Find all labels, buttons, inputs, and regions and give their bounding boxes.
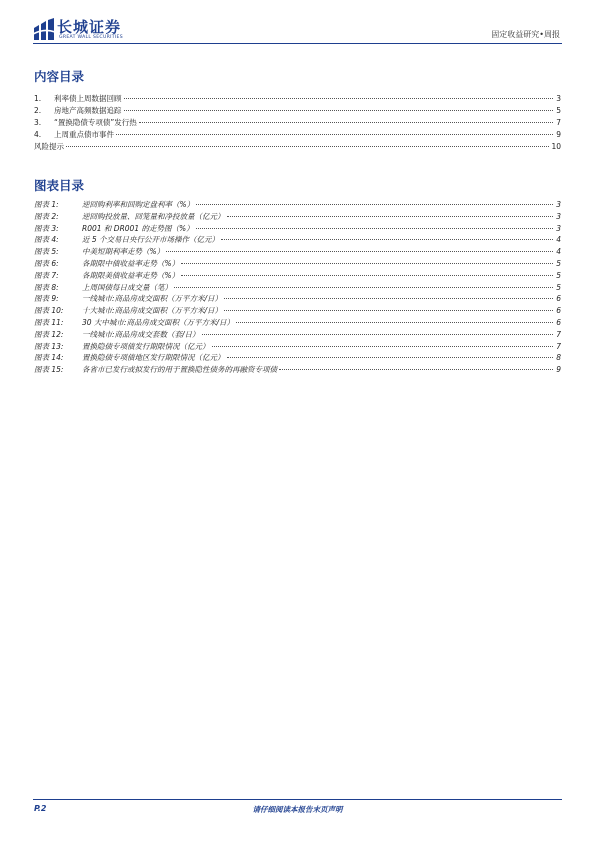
- toc-label: 利率债上周数据回顾: [54, 94, 122, 103]
- page-ref: 4: [556, 235, 561, 245]
- dot-leader: [202, 334, 553, 335]
- figure-label: 各期限中债收益率走势（%）: [82, 258, 180, 268]
- page-ref: 10: [551, 141, 561, 151]
- contents-list: [34, 93, 561, 152]
- toc-number: 4.: [34, 129, 42, 139]
- dot-leader: [124, 98, 554, 99]
- dot-leader: [227, 216, 554, 217]
- page-ref: 4: [556, 247, 561, 257]
- dot-leader: [227, 357, 554, 358]
- disclaimer-note: 请仔细阅读本报告末页声明: [252, 805, 343, 814]
- page-ref: 3: [556, 200, 561, 209]
- page-ref: 7: [556, 117, 561, 127]
- dot-leader: [212, 346, 554, 347]
- figure-entry[interactable]: [34, 305, 561, 317]
- page-ref: 6: [556, 294, 561, 304]
- dot-leader: [181, 263, 553, 264]
- figure-entry[interactable]: [34, 364, 561, 376]
- page-header: [0, 0, 595, 48]
- toc-label: 上周重点债市事件: [54, 129, 114, 139]
- contents-title: 内容目录: [34, 69, 85, 84]
- figure-label: 逆回购投放量、回笼量和净投放量（亿元）: [82, 211, 225, 221]
- figure-entry[interactable]: [34, 258, 561, 270]
- page-ref: 3: [556, 211, 561, 221]
- dot-leader: [174, 287, 553, 288]
- figure-label: 置换隐债专项债地区发行期限情况（亿元）: [82, 353, 225, 363]
- dot-leader: [181, 275, 553, 276]
- header-divider: [33, 43, 562, 44]
- figure-label: 逆回购利率和回购定盘利率（%）: [82, 200, 195, 209]
- figure-label: 各期限美债收益率走势（%）: [82, 270, 180, 280]
- dot-leader: [116, 134, 553, 135]
- figure-number: 图表 1:: [34, 200, 59, 209]
- figure-number: 图表 10:: [34, 306, 64, 316]
- figure-label: 一线城市:商品房成交套数（套/日）: [82, 329, 200, 339]
- page-ref: 3: [556, 223, 561, 233]
- figure-label: 近 5 个交易日央行公开市场操作（亿元）: [82, 235, 220, 245]
- dot-leader: [224, 298, 553, 299]
- page-ref: 9: [556, 129, 561, 139]
- figure-entry[interactable]: [34, 329, 561, 341]
- figure-label: R001 和 DR001 的走势图（%）: [82, 223, 194, 233]
- figure-label: 各省市已发行或拟发行的用于置换隐性债务的再融资专项债: [82, 365, 277, 375]
- logo-text-en: GREAT WALL SECURITIES: [59, 35, 123, 40]
- figures-title: 图表目录: [34, 178, 85, 193]
- toc-number: 2.: [34, 105, 42, 115]
- figure-entry[interactable]: [34, 282, 561, 294]
- page-ref: 8: [556, 353, 561, 363]
- dot-leader: [124, 110, 554, 111]
- page-ref: 5: [556, 258, 561, 268]
- toc-entry[interactable]: [34, 141, 561, 153]
- dot-leader: [139, 122, 553, 123]
- toc-label: 房地产高频数据追踪: [54, 105, 122, 115]
- figure-entry[interactable]: [34, 341, 561, 353]
- dot-leader: [221, 239, 553, 240]
- toc-entry[interactable]: [34, 93, 561, 105]
- figure-number: 图表 9:: [34, 294, 59, 304]
- logo-text-cn: 长城证券: [57, 18, 122, 36]
- dot-leader: [196, 228, 553, 229]
- figure-entry[interactable]: [34, 199, 561, 211]
- toc-number: 3.: [34, 117, 42, 127]
- page-ref: 5: [556, 270, 561, 280]
- toc-entry[interactable]: [34, 129, 561, 141]
- dot-leader: [166, 251, 553, 252]
- figure-number: 图表 15:: [34, 365, 64, 375]
- figure-number: 图表 4:: [34, 235, 59, 245]
- report-type: 固定收益研究•周报: [491, 30, 560, 39]
- page-ref: 3: [556, 94, 561, 103]
- footer-divider: [33, 799, 562, 800]
- figure-label: 上周国债每日成交量（笔）: [82, 282, 172, 292]
- great-wall-logo-icon: [33, 18, 55, 42]
- page-ref: 7: [556, 341, 561, 351]
- dot-leader: [66, 146, 549, 147]
- figure-entry[interactable]: [34, 223, 561, 235]
- figure-label: 十大城市:商品房成交面积（万平方米/日）: [82, 306, 223, 316]
- figure-entry[interactable]: [34, 246, 561, 258]
- page-number: P.2: [34, 804, 47, 813]
- figure-label: 置换隐债专项债发行期限情况（亿元）: [82, 341, 210, 351]
- toc-label: 风险提示: [34, 141, 64, 151]
- toc-label: “置换隐债专项债”发行热: [54, 117, 137, 127]
- page-ref: 5: [556, 105, 561, 115]
- figure-number: 图表 7:: [34, 270, 59, 280]
- figure-label: 一线城市:商品房成交面积（万平方米/日）: [82, 294, 223, 304]
- figures-list: [34, 199, 561, 376]
- figure-entry[interactable]: [34, 270, 561, 282]
- figure-entry[interactable]: [34, 293, 561, 305]
- page-ref: 7: [556, 329, 561, 339]
- page-ref: 6: [556, 306, 561, 316]
- dot-leader: [236, 322, 553, 323]
- page-ref: 9: [556, 365, 561, 375]
- figure-entry[interactable]: [34, 234, 561, 246]
- company-logo: [33, 18, 153, 44]
- toc-entry[interactable]: [34, 117, 561, 129]
- figure-number: 图表 8:: [34, 282, 59, 292]
- figure-number: 图表 6:: [34, 258, 59, 268]
- toc-entry[interactable]: [34, 105, 561, 117]
- figure-entry[interactable]: [34, 352, 561, 364]
- figure-label: 中美短期利率走势（%）: [82, 247, 165, 257]
- figure-number: 图表 2:: [34, 211, 59, 221]
- dot-leader: [196, 204, 553, 205]
- figure-number: 图表 14:: [34, 353, 64, 363]
- figure-number: 图表 11:: [34, 317, 64, 327]
- page-ref: 6: [556, 317, 561, 327]
- dot-leader: [224, 310, 553, 311]
- figure-number: 图表 5:: [34, 247, 59, 257]
- figure-entry[interactable]: [34, 211, 561, 223]
- figure-label: 30 大中城市:商品房成交面积（万平方米/日）: [82, 317, 234, 327]
- figure-number: 图表 3:: [34, 223, 59, 233]
- toc-number: 1.: [34, 94, 42, 103]
- page-ref: 5: [556, 282, 561, 292]
- figure-entry[interactable]: [34, 317, 561, 329]
- figure-number: 图表 12:: [34, 329, 64, 339]
- dot-leader: [279, 369, 553, 370]
- figure-number: 图表 13:: [34, 341, 64, 351]
